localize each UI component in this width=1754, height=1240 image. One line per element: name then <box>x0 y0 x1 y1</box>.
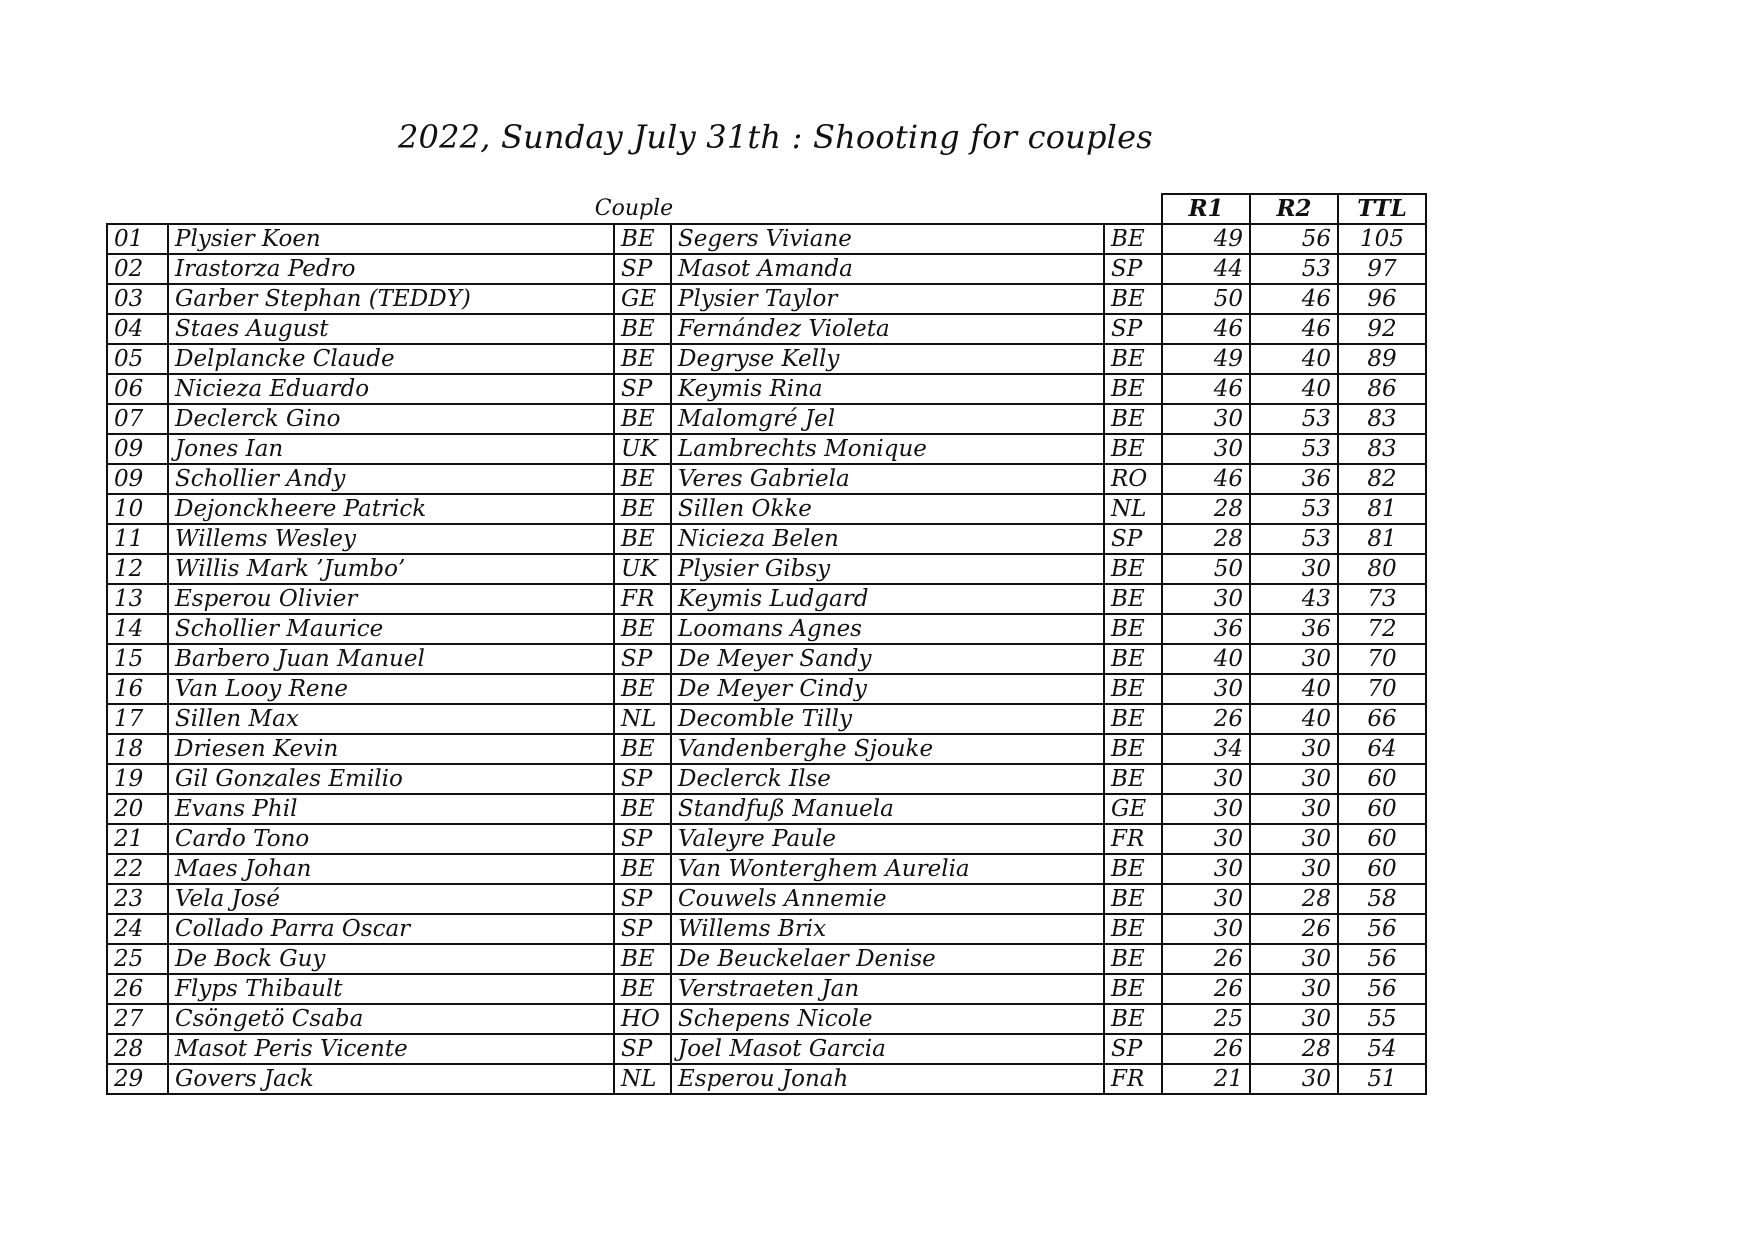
partner2-country-cell: GE <box>1104 794 1162 824</box>
r2-score-cell: 40 <box>1250 674 1338 704</box>
total-score-cell: 66 <box>1338 704 1426 734</box>
partner2-country-cell: BE <box>1104 674 1162 704</box>
r1-score-cell: 36 <box>1162 614 1250 644</box>
partner1-name-cell: Evans Phil <box>168 794 614 824</box>
partner2-country-cell: BE <box>1104 944 1162 974</box>
r1-score-cell: 26 <box>1162 704 1250 734</box>
rank-cell: 01 <box>107 224 168 254</box>
rank-cell: 12 <box>107 554 168 584</box>
table-row <box>107 314 1426 344</box>
r2-score-cell: 30 <box>1250 764 1338 794</box>
r1-score-cell: 28 <box>1162 524 1250 554</box>
table-row <box>107 404 1426 434</box>
r1-score-cell: 21 <box>1162 1064 1250 1094</box>
r2-score-cell: 53 <box>1250 524 1338 554</box>
partner1-name-cell: Garber Stephan (TEDDY) <box>168 284 614 314</box>
partner1-name-cell: Govers Jack <box>168 1064 614 1094</box>
partner2-country-cell: BE <box>1104 644 1162 674</box>
partner2-country-cell: RO <box>1104 464 1162 494</box>
rank-cell: 11 <box>107 524 168 554</box>
r1-score-cell: 49 <box>1162 224 1250 254</box>
rank-cell: 17 <box>107 704 168 734</box>
partner2-country-cell: FR <box>1104 824 1162 854</box>
table-row <box>107 1004 1426 1034</box>
table-row <box>107 914 1426 944</box>
partner1-country-cell: UK <box>614 554 671 584</box>
partner2-country-cell: BE <box>1104 914 1162 944</box>
partner1-country-cell: BE <box>614 794 671 824</box>
table-row <box>107 224 1426 254</box>
total-score-cell: 55 <box>1338 1004 1426 1034</box>
total-score-cell: 70 <box>1338 674 1426 704</box>
table-row <box>107 524 1426 554</box>
partner2-name-cell: Couwels Annemie <box>671 884 1104 914</box>
table-row <box>107 434 1426 464</box>
r2-score-cell: 30 <box>1250 794 1338 824</box>
partner1-name-cell: Schollier Maurice <box>168 614 614 644</box>
partner2-name-cell: Masot Amanda <box>671 254 1104 284</box>
rank-cell: 09 <box>107 434 168 464</box>
total-score-cell: 96 <box>1338 284 1426 314</box>
partner2-country-cell: NL <box>1104 494 1162 524</box>
r1-score-cell: 30 <box>1162 674 1250 704</box>
partner1-name-cell: Van Looy Rene <box>168 674 614 704</box>
partner2-country-cell: SP <box>1104 524 1162 554</box>
partner2-country-cell: BE <box>1104 404 1162 434</box>
rank-cell: 22 <box>107 854 168 884</box>
partner1-country-cell: BE <box>614 404 671 434</box>
total-score-cell: 92 <box>1338 314 1426 344</box>
r2-score-cell: 30 <box>1250 1064 1338 1094</box>
partner2-name-cell: De Meyer Sandy <box>671 644 1104 674</box>
page-title: 2022, Sunday July 31th : Shooting for couples <box>398 118 1153 156</box>
partner1-name-cell: Barbero Juan Manuel <box>168 644 614 674</box>
partner2-name-cell: Schepens Nicole <box>671 1004 1104 1034</box>
partner1-name-cell: Masot Peris Vicente <box>168 1034 614 1064</box>
r2-score-cell: 40 <box>1250 344 1338 374</box>
partner2-name-cell: Nicieza Belen <box>671 524 1104 554</box>
partner2-country-cell: BE <box>1104 854 1162 884</box>
rank-cell: 27 <box>107 1004 168 1034</box>
partner1-country-cell: HO <box>614 1004 671 1034</box>
partner2-name-cell: Keymis Rina <box>671 374 1104 404</box>
r1-score-cell: 30 <box>1162 854 1250 884</box>
table-row <box>107 704 1426 734</box>
total-score-cell: 60 <box>1338 854 1426 884</box>
table-row <box>107 734 1426 764</box>
partner2-country-cell: BE <box>1104 704 1162 734</box>
partner2-name-cell: Veres Gabriela <box>671 464 1104 494</box>
table-row <box>107 254 1426 284</box>
total-score-cell: 60 <box>1338 764 1426 794</box>
partner1-name-cell: Staes August <box>168 314 614 344</box>
total-score-cell: 56 <box>1338 914 1426 944</box>
r2-score-cell: 53 <box>1250 254 1338 284</box>
partner1-country-cell: BE <box>614 224 671 254</box>
partner1-name-cell: Cardo Tono <box>168 824 614 854</box>
partner2-name-cell: Joel Masot Garcia <box>671 1034 1104 1064</box>
rank-cell: 18 <box>107 734 168 764</box>
r1-score-cell: 50 <box>1162 554 1250 584</box>
partner2-name-cell: De Beuckelaer Denise <box>671 944 1104 974</box>
partner2-name-cell: Sillen Okke <box>671 494 1104 524</box>
partner2-name-cell: Keymis Ludgard <box>671 584 1104 614</box>
partner2-country-cell: BE <box>1104 1004 1162 1034</box>
partner1-name-cell: Gil Gonzales Emilio <box>168 764 614 794</box>
partner2-name-cell: Lambrechts Monique <box>671 434 1104 464</box>
r2-score-cell: 43 <box>1250 584 1338 614</box>
rank-cell: 23 <box>107 884 168 914</box>
table-row <box>107 944 1426 974</box>
total-score-cell: 60 <box>1338 824 1426 854</box>
partner1-country-cell: NL <box>614 704 671 734</box>
r1-score-cell: 46 <box>1162 314 1250 344</box>
partner1-country-cell: SP <box>614 644 671 674</box>
total-score-cell: 58 <box>1338 884 1426 914</box>
partner1-name-cell: Nicieza Eduardo <box>168 374 614 404</box>
r2-score-cell: 30 <box>1250 1004 1338 1034</box>
partner2-country-cell: BE <box>1104 614 1162 644</box>
total-score-cell: 81 <box>1338 494 1426 524</box>
r1-score-cell: 30 <box>1162 434 1250 464</box>
table-row <box>107 884 1426 914</box>
partner1-country-cell: UK <box>614 434 671 464</box>
partner1-name-cell: Csöngetö Csaba <box>168 1004 614 1034</box>
table-row <box>107 614 1426 644</box>
total-score-cell: 73 <box>1338 584 1426 614</box>
partner1-country-cell: BE <box>614 344 671 374</box>
partner1-country-cell: BE <box>614 464 671 494</box>
total-score-cell: 60 <box>1338 794 1426 824</box>
partner1-country-cell: BE <box>614 944 671 974</box>
partner1-name-cell: Maes Johan <box>168 854 614 884</box>
r2-score-cell: 26 <box>1250 914 1338 944</box>
table-row <box>107 974 1426 1004</box>
partner1-name-cell: Esperou Olivier <box>168 584 614 614</box>
table-row <box>107 854 1426 884</box>
r2-score-cell: 36 <box>1250 614 1338 644</box>
r1-header: R1 <box>1162 194 1250 224</box>
total-score-cell: 105 <box>1338 224 1426 254</box>
table-row <box>107 494 1426 524</box>
rank-cell: 26 <box>107 974 168 1004</box>
partner2-name-cell: Esperou Jonah <box>671 1064 1104 1094</box>
partner2-name-cell: Loomans Agnes <box>671 614 1104 644</box>
r1-score-cell: 30 <box>1162 404 1250 434</box>
rank-cell: 06 <box>107 374 168 404</box>
total-score-cell: 51 <box>1338 1064 1426 1094</box>
rank-cell: 25 <box>107 944 168 974</box>
r2-score-cell: 53 <box>1250 434 1338 464</box>
ttl-header: TTL <box>1338 194 1426 224</box>
partner2-country-cell: SP <box>1104 314 1162 344</box>
total-score-cell: 82 <box>1338 464 1426 494</box>
table-row <box>107 1034 1426 1064</box>
rank-cell: 10 <box>107 494 168 524</box>
table-row <box>107 584 1426 614</box>
rank-cell: 29 <box>107 1064 168 1094</box>
table-row <box>107 554 1426 584</box>
total-score-cell: 86 <box>1338 374 1426 404</box>
rank-cell: 02 <box>107 254 168 284</box>
partner1-name-cell: Sillen Max <box>168 704 614 734</box>
r2-score-cell: 53 <box>1250 404 1338 434</box>
partner1-name-cell: Flyps Thibault <box>168 974 614 1004</box>
partner1-name-cell: Willems Wesley <box>168 524 614 554</box>
table-row <box>107 764 1426 794</box>
partner2-name-cell: Verstraeten Jan <box>671 974 1104 1004</box>
r2-score-cell: 30 <box>1250 644 1338 674</box>
partner2-country-cell: SP <box>1104 1034 1162 1064</box>
table-row <box>107 644 1426 674</box>
r1-score-cell: 44 <box>1162 254 1250 284</box>
table-row <box>107 794 1426 824</box>
r2-score-cell: 40 <box>1250 704 1338 734</box>
rank-cell: 05 <box>107 344 168 374</box>
partner2-name-cell: Declerck Ilse <box>671 764 1104 794</box>
r1-score-cell: 26 <box>1162 944 1250 974</box>
r1-score-cell: 50 <box>1162 284 1250 314</box>
r1-score-cell: 30 <box>1162 914 1250 944</box>
results-body <box>107 224 1426 1094</box>
partner2-name-cell: Van Wonterghem Aurelia <box>671 854 1104 884</box>
r2-score-cell: 30 <box>1250 974 1338 1004</box>
partner1-country-cell: FR <box>614 584 671 614</box>
rank-cell: 13 <box>107 584 168 614</box>
partner2-country-cell: BE <box>1104 344 1162 374</box>
rank-cell: 19 <box>107 764 168 794</box>
partner1-name-cell: Driesen Kevin <box>168 734 614 764</box>
partner1-country-cell: BE <box>614 674 671 704</box>
table-row <box>107 344 1426 374</box>
rank-cell: 21 <box>107 824 168 854</box>
partner2-name-cell: Plysier Taylor <box>671 284 1104 314</box>
total-score-cell: 70 <box>1338 644 1426 674</box>
partner2-country-cell: BE <box>1104 584 1162 614</box>
partner2-country-cell: BE <box>1104 884 1162 914</box>
partner2-country-cell: BE <box>1104 434 1162 464</box>
partner1-country-cell: BE <box>614 734 671 764</box>
rank-cell: 20 <box>107 794 168 824</box>
partner2-name-cell: Decomble Tilly <box>671 704 1104 734</box>
r1-score-cell: 28 <box>1162 494 1250 524</box>
table-row <box>107 674 1426 704</box>
r2-score-cell: 28 <box>1250 1034 1338 1064</box>
partner2-name-cell: Vandenberghe Sjouke <box>671 734 1104 764</box>
table-row <box>107 824 1426 854</box>
r1-score-cell: 30 <box>1162 764 1250 794</box>
total-score-cell: 83 <box>1338 434 1426 464</box>
total-score-cell: 89 <box>1338 344 1426 374</box>
total-score-cell: 72 <box>1338 614 1426 644</box>
partner1-country-cell: SP <box>614 764 671 794</box>
r1-score-cell: 46 <box>1162 374 1250 404</box>
table-row <box>107 374 1426 404</box>
partner1-name-cell: Declerck Gino <box>168 404 614 434</box>
r2-score-cell: 56 <box>1250 224 1338 254</box>
partner2-country-cell: BE <box>1104 764 1162 794</box>
partner2-name-cell: Plysier Gibsy <box>671 554 1104 584</box>
r1-score-cell: 26 <box>1162 974 1250 1004</box>
results-table <box>106 193 1427 1095</box>
r1-score-cell: 30 <box>1162 794 1250 824</box>
total-score-cell: 54 <box>1338 1034 1426 1064</box>
partner1-country-cell: BE <box>614 494 671 524</box>
rank-cell: 28 <box>107 1034 168 1064</box>
partner1-name-cell: Plysier Koen <box>168 224 614 254</box>
rank-cell: 15 <box>107 644 168 674</box>
total-score-cell: 81 <box>1338 524 1426 554</box>
partner1-country-cell: GE <box>614 284 671 314</box>
r2-score-cell: 30 <box>1250 824 1338 854</box>
partner1-country-cell: SP <box>614 254 671 284</box>
partner1-country-cell: SP <box>614 1034 671 1064</box>
r1-score-cell: 30 <box>1162 824 1250 854</box>
partner2-country-cell: BE <box>1104 974 1162 1004</box>
partner1-country-cell: BE <box>614 854 671 884</box>
partner2-country-cell: SP <box>1104 254 1162 284</box>
r1-score-cell: 30 <box>1162 584 1250 614</box>
partner2-country-cell: BE <box>1104 734 1162 764</box>
r2-header: R2 <box>1250 194 1338 224</box>
r1-score-cell: 46 <box>1162 464 1250 494</box>
partner2-name-cell: De Meyer Cindy <box>671 674 1104 704</box>
total-score-cell: 97 <box>1338 254 1426 284</box>
table-row <box>107 464 1426 494</box>
r1-score-cell: 40 <box>1162 644 1250 674</box>
partner2-name-cell: Willems Brix <box>671 914 1104 944</box>
table-row <box>107 1064 1426 1094</box>
r2-score-cell: 30 <box>1250 944 1338 974</box>
rank-cell: 16 <box>107 674 168 704</box>
r2-score-cell: 30 <box>1250 554 1338 584</box>
r2-score-cell: 30 <box>1250 854 1338 884</box>
partner1-country-cell: NL <box>614 1064 671 1094</box>
partner1-name-cell: Jones Ian <box>168 434 614 464</box>
r1-score-cell: 26 <box>1162 1034 1250 1064</box>
partner2-country-cell: BE <box>1104 224 1162 254</box>
partner2-name-cell: Fernández Violeta <box>671 314 1104 344</box>
r2-score-cell: 46 <box>1250 314 1338 344</box>
r1-score-cell: 34 <box>1162 734 1250 764</box>
partner1-country-cell: SP <box>614 374 671 404</box>
partner1-name-cell: De Bock Guy <box>168 944 614 974</box>
r1-score-cell: 25 <box>1162 1004 1250 1034</box>
partner2-name-cell: Standfuß Manuela <box>671 794 1104 824</box>
partner2-country-cell: BE <box>1104 554 1162 584</box>
rank-cell: 04 <box>107 314 168 344</box>
partner1-country-cell: SP <box>614 914 671 944</box>
total-score-cell: 56 <box>1338 974 1426 1004</box>
partner1-name-cell: Delplancke Claude <box>168 344 614 374</box>
total-score-cell: 64 <box>1338 734 1426 764</box>
partner2-country-cell: BE <box>1104 284 1162 314</box>
partner1-country-cell: BE <box>614 524 671 554</box>
rank-cell: 24 <box>107 914 168 944</box>
header-row <box>107 194 1426 224</box>
partner1-country-cell: BE <box>614 974 671 1004</box>
r2-score-cell: 40 <box>1250 374 1338 404</box>
r1-score-cell: 30 <box>1162 884 1250 914</box>
partner2-name-cell: Malomgré Jel <box>671 404 1104 434</box>
rank-cell: 03 <box>107 284 168 314</box>
partner1-country-cell: SP <box>614 824 671 854</box>
r2-score-cell: 53 <box>1250 494 1338 524</box>
rank-cell: 14 <box>107 614 168 644</box>
partner2-name-cell: Valeyre Paule <box>671 824 1104 854</box>
total-score-cell: 56 <box>1338 944 1426 974</box>
partner1-name-cell: Schollier Andy <box>168 464 614 494</box>
partner2-name-cell: Segers Viviane <box>671 224 1104 254</box>
partner2-country-cell: FR <box>1104 1064 1162 1094</box>
r1-score-cell: 49 <box>1162 344 1250 374</box>
couple-header: Couple <box>594 195 674 221</box>
partner1-country-cell: BE <box>614 314 671 344</box>
partner1-name-cell: Dejonckheere Patrick <box>168 494 614 524</box>
partner1-name-cell: Collado Parra Oscar <box>168 914 614 944</box>
partner1-name-cell: Irastorza Pedro <box>168 254 614 284</box>
r2-score-cell: 46 <box>1250 284 1338 314</box>
r2-score-cell: 30 <box>1250 734 1338 764</box>
rank-cell: 09 <box>107 464 168 494</box>
rank-cell: 07 <box>107 404 168 434</box>
partner2-country-cell: BE <box>1104 374 1162 404</box>
partner1-country-cell: SP <box>614 884 671 914</box>
total-score-cell: 80 <box>1338 554 1426 584</box>
total-score-cell: 83 <box>1338 404 1426 434</box>
r2-score-cell: 36 <box>1250 464 1338 494</box>
r2-score-cell: 28 <box>1250 884 1338 914</box>
table-row <box>107 284 1426 314</box>
partner1-name-cell: Vela José <box>168 884 614 914</box>
partner1-country-cell: BE <box>614 614 671 644</box>
partner2-name-cell: Degryse Kelly <box>671 344 1104 374</box>
partner1-name-cell: Willis Mark ’Jumbo’ <box>168 554 614 584</box>
